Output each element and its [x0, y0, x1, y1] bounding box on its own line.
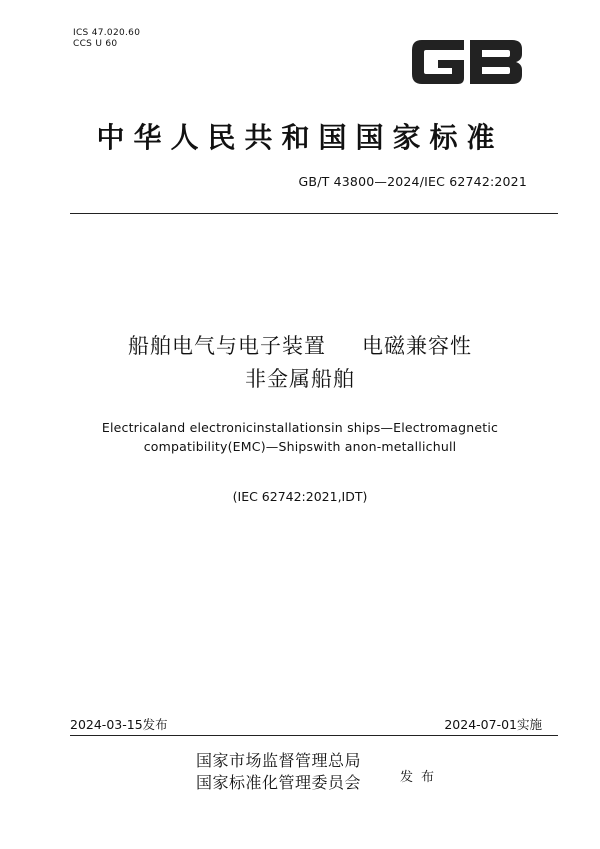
bottom-divider — [70, 735, 558, 736]
standard-number: GB/T 43800—2024/IEC 62742:2021 — [298, 174, 527, 189]
national-standard-title: 中华人民共和国国家标准 — [96, 121, 504, 154]
top-divider — [70, 213, 558, 214]
english-title-line1: Electricaland electronicinstallationsin ships—Electromagnetic — [101, 420, 499, 435]
issuing-authorities — [196, 750, 361, 794]
ics-code: ICS 47.020.60 — [73, 28, 141, 38]
chinese-title-line1 — [0, 330, 600, 360]
adoption-note: (IEC 62742:2021,IDT) — [232, 489, 368, 504]
english-title-line2: compatibility(EMC)—Shipswith anon-metallichull — [143, 439, 457, 454]
classification-codes — [73, 28, 140, 50]
ccs-code: CCS U 60 — [73, 39, 118, 49]
chinese-title-part-b: 电磁兼容性 — [362, 334, 472, 358]
chinese-title-line2: 非金属船舶 — [245, 367, 355, 391]
gb-logo — [408, 36, 526, 88]
issuer-line1: 国家市场监督管理总局 — [196, 751, 362, 770]
english-title — [0, 418, 600, 456]
issue-date: 2024-03-15发布 — [70, 717, 168, 732]
chinese-title-part-a: 船舶电气与电子装置 — [128, 334, 326, 358]
issuer-line2: 国家标准化管理委员会 — [196, 773, 362, 792]
publish-label: 发布 — [400, 770, 443, 785]
implementation-date: 2024-07-01实施 — [444, 717, 542, 732]
